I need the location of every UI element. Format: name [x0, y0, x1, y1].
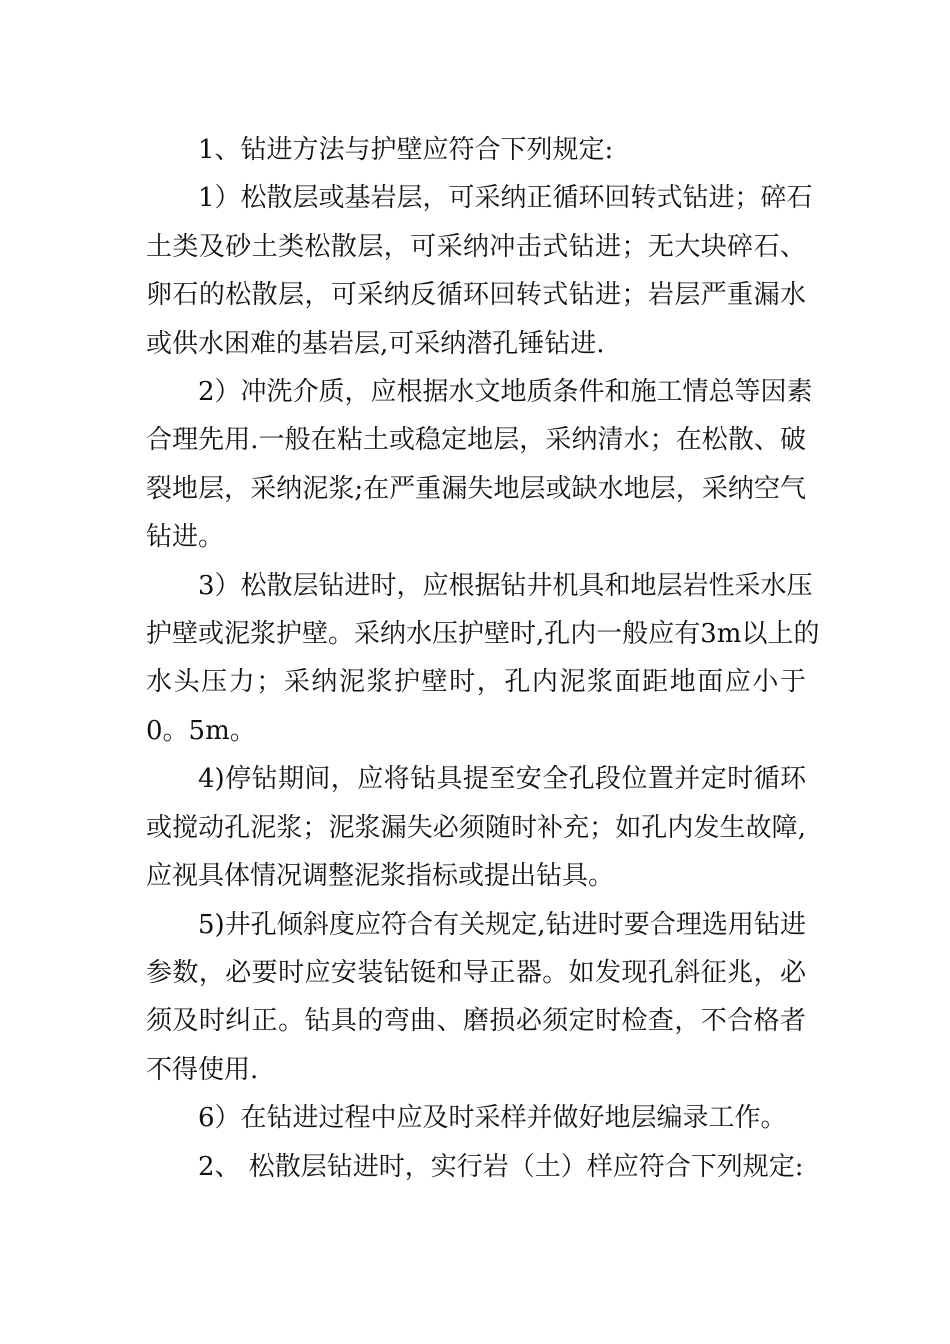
text-line: 水头压力；采纳泥浆护壁时，孔内泥浆面距地面应小于 — [146, 667, 806, 698]
text-line: 土类及砂土类松散层，可采纳冲击式钻进；无大块碎石、 — [146, 231, 806, 262]
paragraph-7 — [146, 1094, 806, 1142]
text-line: 1）松散层或基岩层，可采纳正循环回转式钻进；碎石 — [198, 183, 813, 214]
paragraph-1 — [146, 126, 806, 174]
text-line: 参数，必要时应安装钻铤和导正器。如发现孔斜征兆，必 — [146, 957, 806, 988]
paragraph-4 — [146, 562, 820, 756]
paragraph-8 — [146, 1143, 806, 1191]
text-line: 护壁或泥浆护壁。采纳水压护壁时,孔内一般应有3m以上的 — [146, 619, 820, 650]
text-line: 6）在钻进过程中应及时采样并做好地层编录工作。 — [198, 1103, 787, 1134]
document-page — [146, 126, 820, 1191]
text-line: 5)井孔倾斜度应符合有关规定,钻进时要合理选用钻进 — [198, 909, 806, 940]
text-line: 或供水困难的基岩层,可采纳潜孔锤钻进. — [146, 328, 605, 359]
text-line: 0。5m。 — [146, 715, 256, 746]
paragraph-2 — [146, 174, 813, 368]
text-line: 不得使用. — [146, 1054, 259, 1085]
text-line: 裂地层，采纳泥浆;在严重漏失地层或缺水地层，采纳空气 — [146, 473, 806, 504]
text-line: 2、 松散层钻进时，实行岩（土）样应符合下列规定: — [198, 1151, 804, 1182]
text-line: 3）松散层钻进时，应根据钻井机具和地层岩性采水压 — [198, 570, 813, 601]
text-line: 2）冲洗介质，应根据水文地质条件和施工情总等因素 — [198, 377, 813, 408]
text-line: 合理先用.一般在粘土或稳定地层，采纳清水；在松散、破 — [146, 425, 806, 456]
paragraph-6 — [146, 901, 806, 1095]
text-line: 1、钻进方法与护壁应符合下列规定: — [198, 135, 614, 165]
text-line: 4)停钻期间，应将钻具提至安全孔段位置并定时循环 — [198, 764, 806, 795]
text-line: 或搅动孔泥浆；泥浆漏失必须随时补充；如孔内发生故障, — [146, 812, 806, 843]
text-line: 钻进。 — [146, 522, 225, 553]
text-line: 须及时纠正。钻具的弯曲、磨损必须定时检查，不合格者 — [146, 1006, 806, 1037]
paragraph-5 — [146, 755, 806, 900]
paragraph-3 — [146, 368, 813, 562]
text-line: 卵石的松散层，可采纳反循环回转式钻进；岩层严重漏水 — [146, 280, 806, 311]
text-line: 应视具体情况调整泥浆指标或提出钻具。 — [146, 861, 615, 892]
